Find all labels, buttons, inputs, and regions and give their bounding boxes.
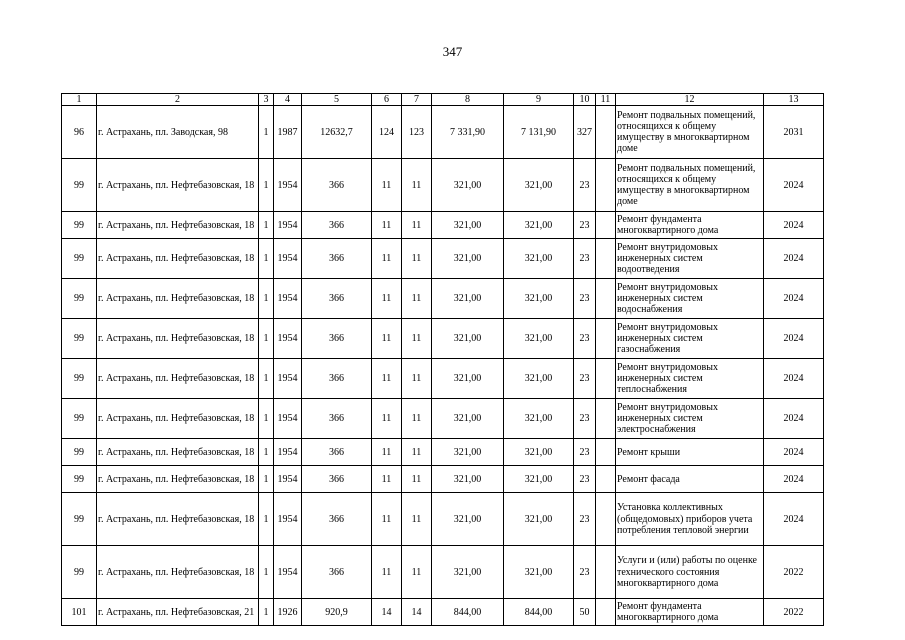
building-count-cell: 1 <box>259 399 274 439</box>
owned-area-cell: 321,00 <box>504 493 574 546</box>
empty-column-cell <box>596 359 616 399</box>
table-row <box>62 106 824 159</box>
table-row <box>62 212 824 239</box>
empty-column-cell <box>596 466 616 493</box>
residents-count-cell: 11 <box>402 239 432 279</box>
residents-count-cell: 14 <box>402 599 432 626</box>
owned-area-cell: 321,00 <box>504 239 574 279</box>
capital-repair-table <box>61 93 824 626</box>
column-header: 10 <box>574 94 596 106</box>
address-cell: г. Астрахань, пл. Нефтебазовская, 18 <box>97 466 259 493</box>
population-cell: 23 <box>574 212 596 239</box>
column-header: 6 <box>372 94 402 106</box>
apartments-count-cell: 11 <box>372 399 402 439</box>
column-header: 1 <box>62 94 97 106</box>
apartments-count-cell: 11 <box>372 239 402 279</box>
work-type-cell: Установка коллективных (общедомовых) приборов учета потребления тепловой энергии <box>616 493 764 546</box>
residents-count-cell: 11 <box>402 399 432 439</box>
work-type-cell: Ремонт внутридомовых инженерных систем газоснабжения <box>616 319 764 359</box>
address-cell: г. Астрахань, пл. Нефтебазовская, 18 <box>97 159 259 212</box>
row-number-cell: 99 <box>62 239 97 279</box>
building-count-cell: 1 <box>259 359 274 399</box>
table-row <box>62 359 824 399</box>
owned-area-cell: 321,00 <box>504 319 574 359</box>
residential-area-cell: 321,00 <box>432 159 504 212</box>
column-header: 8 <box>432 94 504 106</box>
residential-area-cell: 321,00 <box>432 399 504 439</box>
planned-year-cell: 2024 <box>764 319 824 359</box>
empty-column-cell <box>596 279 616 319</box>
column-header: 7 <box>402 94 432 106</box>
empty-column-cell <box>596 439 616 466</box>
year-built-cell: 1987 <box>274 106 302 159</box>
building-count-cell: 1 <box>259 466 274 493</box>
row-number-cell: 99 <box>62 212 97 239</box>
apartments-count-cell: 11 <box>372 493 402 546</box>
year-built-cell: 1954 <box>274 493 302 546</box>
address-cell: г. Астрахань, пл. Нефтебазовская, 18 <box>97 399 259 439</box>
row-number-cell: 99 <box>62 359 97 399</box>
total-area-cell: 920,9 <box>302 599 372 626</box>
residential-area-cell: 321,00 <box>432 279 504 319</box>
column-header: 13 <box>764 94 824 106</box>
work-type-cell: Ремонт фасада <box>616 466 764 493</box>
residential-area-cell: 321,00 <box>432 319 504 359</box>
table-row <box>62 599 824 626</box>
address-cell: г. Астрахань, пл. Нефтебазовская, 21 <box>97 599 259 626</box>
page-number: 347 <box>442 44 463 59</box>
column-header: 2 <box>97 94 259 106</box>
planned-year-cell: 2024 <box>764 359 824 399</box>
residents-count-cell: 11 <box>402 159 432 212</box>
residential-area-cell: 321,00 <box>432 359 504 399</box>
residents-count-cell: 11 <box>402 439 432 466</box>
year-built-cell: 1954 <box>274 159 302 212</box>
planned-year-cell: 2024 <box>764 466 824 493</box>
owned-area-cell: 321,00 <box>504 159 574 212</box>
total-area-cell: 366 <box>302 399 372 439</box>
table-row <box>62 159 824 212</box>
empty-column-cell <box>596 546 616 599</box>
building-count-cell: 1 <box>259 239 274 279</box>
row-number-cell: 99 <box>62 466 97 493</box>
year-built-cell: 1954 <box>274 319 302 359</box>
year-built-cell: 1954 <box>274 546 302 599</box>
work-type-cell: Ремонт внутридомовых инженерных систем теплоснабжения <box>616 359 764 399</box>
address-cell: г. Астрахань, пл. Заводская, 98 <box>97 106 259 159</box>
table-row <box>62 439 824 466</box>
apartments-count-cell: 14 <box>372 599 402 626</box>
owned-area-cell: 321,00 <box>504 466 574 493</box>
population-cell: 23 <box>574 546 596 599</box>
total-area-cell: 366 <box>302 359 372 399</box>
apartments-count-cell: 11 <box>372 359 402 399</box>
total-area-cell: 366 <box>302 239 372 279</box>
apartments-count-cell: 11 <box>372 466 402 493</box>
column-header: 3 <box>259 94 274 106</box>
population-cell: 50 <box>574 599 596 626</box>
work-type-cell: Ремонт фундамента многоквартирного дома <box>616 599 764 626</box>
apartments-count-cell: 11 <box>372 546 402 599</box>
year-built-cell: 1954 <box>274 212 302 239</box>
row-number-cell: 99 <box>62 319 97 359</box>
table-row <box>62 239 824 279</box>
row-number-cell: 99 <box>62 399 97 439</box>
year-built-cell: 1954 <box>274 399 302 439</box>
work-type-cell: Ремонт подвальных помещений, относящихся к общему имуществу в многоквартирном доме <box>616 106 764 159</box>
building-count-cell: 1 <box>259 159 274 212</box>
population-cell: 23 <box>574 493 596 546</box>
residential-area-cell: 321,00 <box>432 439 504 466</box>
address-cell: г. Астрахань, пл. Нефтебазовская, 18 <box>97 439 259 466</box>
residential-area-cell: 321,00 <box>432 212 504 239</box>
address-cell: г. Астрахань, пл. Нефтебазовская, 18 <box>97 239 259 279</box>
owned-area-cell: 7 131,90 <box>504 106 574 159</box>
population-cell: 23 <box>574 279 596 319</box>
table-row <box>62 319 824 359</box>
total-area-cell: 366 <box>302 319 372 359</box>
work-type-cell: Ремонт внутридомовых инженерных систем водоотведения <box>616 239 764 279</box>
row-number-cell: 99 <box>62 279 97 319</box>
work-type-cell: Ремонт подвальных помещений, относящихся к общему имуществу в многоквартирном доме <box>616 159 764 212</box>
table-row <box>62 399 824 439</box>
residential-area-cell: 7 331,90 <box>432 106 504 159</box>
planned-year-cell: 2024 <box>764 439 824 466</box>
table-header-row <box>62 94 824 106</box>
building-count-cell: 1 <box>259 212 274 239</box>
residential-area-cell: 844,00 <box>432 599 504 626</box>
population-cell: 23 <box>574 239 596 279</box>
planned-year-cell: 2024 <box>764 159 824 212</box>
building-count-cell: 1 <box>259 439 274 466</box>
building-count-cell: 1 <box>259 106 274 159</box>
year-built-cell: 1954 <box>274 239 302 279</box>
residents-count-cell: 11 <box>402 319 432 359</box>
column-header: 11 <box>596 94 616 106</box>
work-type-cell: Ремонт внутридомовых инженерных систем электроснабжения <box>616 399 764 439</box>
total-area-cell: 12632,7 <box>302 106 372 159</box>
residential-area-cell: 321,00 <box>432 239 504 279</box>
table-row <box>62 279 824 319</box>
apartments-count-cell: 124 <box>372 106 402 159</box>
address-cell: г. Астрахань, пл. Нефтебазовская, 18 <box>97 279 259 319</box>
apartments-count-cell: 11 <box>372 212 402 239</box>
empty-column-cell <box>596 319 616 359</box>
population-cell: 23 <box>574 319 596 359</box>
work-type-cell: Ремонт внутридомовых инженерных систем водоснабжения <box>616 279 764 319</box>
owned-area-cell: 321,00 <box>504 279 574 319</box>
population-cell: 23 <box>574 439 596 466</box>
residents-count-cell: 11 <box>402 466 432 493</box>
building-count-cell: 1 <box>259 599 274 626</box>
table-row <box>62 466 824 493</box>
address-cell: г. Астрахань, пл. Нефтебазовская, 18 <box>97 546 259 599</box>
total-area-cell: 366 <box>302 466 372 493</box>
year-built-cell: 1926 <box>274 599 302 626</box>
apartments-count-cell: 11 <box>372 319 402 359</box>
empty-column-cell <box>596 493 616 546</box>
owned-area-cell: 321,00 <box>504 359 574 399</box>
column-header: 5 <box>302 94 372 106</box>
address-cell: г. Астрахань, пл. Нефтебазовская, 18 <box>97 319 259 359</box>
residents-count-cell: 11 <box>402 359 432 399</box>
residential-area-cell: 321,00 <box>432 546 504 599</box>
year-built-cell: 1954 <box>274 359 302 399</box>
residential-area-cell: 321,00 <box>432 493 504 546</box>
residents-count-cell: 11 <box>402 212 432 239</box>
total-area-cell: 366 <box>302 493 372 546</box>
work-type-cell: Ремонт крыши <box>616 439 764 466</box>
total-area-cell: 366 <box>302 212 372 239</box>
owned-area-cell: 321,00 <box>504 439 574 466</box>
row-number-cell: 101 <box>62 599 97 626</box>
building-count-cell: 1 <box>259 546 274 599</box>
owned-area-cell: 321,00 <box>504 399 574 439</box>
empty-column-cell <box>596 599 616 626</box>
column-header: 12 <box>616 94 764 106</box>
building-count-cell: 1 <box>259 319 274 359</box>
planned-year-cell: 2024 <box>764 493 824 546</box>
apartments-count-cell: 11 <box>372 279 402 319</box>
table-row <box>62 546 824 599</box>
planned-year-cell: 2022 <box>764 546 824 599</box>
column-header: 4 <box>274 94 302 106</box>
planned-year-cell: 2022 <box>764 599 824 626</box>
owned-area-cell: 844,00 <box>504 599 574 626</box>
total-area-cell: 366 <box>302 546 372 599</box>
population-cell: 327 <box>574 106 596 159</box>
building-count-cell: 1 <box>259 493 274 546</box>
row-number-cell: 99 <box>62 493 97 546</box>
empty-column-cell <box>596 212 616 239</box>
work-type-cell: Услуги и (или) работы по оценке технического состояния многоквартирного дома <box>616 546 764 599</box>
planned-year-cell: 2024 <box>764 399 824 439</box>
population-cell: 23 <box>574 466 596 493</box>
year-built-cell: 1954 <box>274 439 302 466</box>
planned-year-cell: 2024 <box>764 239 824 279</box>
work-type-cell: Ремонт фундамента многоквартирного дома <box>616 212 764 239</box>
population-cell: 23 <box>574 359 596 399</box>
empty-column-cell <box>596 239 616 279</box>
population-cell: 23 <box>574 399 596 439</box>
empty-column-cell <box>596 159 616 212</box>
total-area-cell: 366 <box>302 159 372 212</box>
table-row <box>62 493 824 546</box>
residents-count-cell: 123 <box>402 106 432 159</box>
row-number-cell: 99 <box>62 546 97 599</box>
total-area-cell: 366 <box>302 279 372 319</box>
address-cell: г. Астрахань, пл. Нефтебазовская, 18 <box>97 212 259 239</box>
owned-area-cell: 321,00 <box>504 212 574 239</box>
row-number-cell: 99 <box>62 439 97 466</box>
year-built-cell: 1954 <box>274 466 302 493</box>
empty-column-cell <box>596 106 616 159</box>
address-cell: г. Астрахань, пл. Нефтебазовская, 18 <box>97 359 259 399</box>
apartments-count-cell: 11 <box>372 439 402 466</box>
planned-year-cell: 2031 <box>764 106 824 159</box>
empty-column-cell <box>596 399 616 439</box>
building-count-cell: 1 <box>259 279 274 319</box>
column-header: 9 <box>504 94 574 106</box>
residential-area-cell: 321,00 <box>432 466 504 493</box>
year-built-cell: 1954 <box>274 279 302 319</box>
total-area-cell: 366 <box>302 439 372 466</box>
row-number-cell: 99 <box>62 159 97 212</box>
owned-area-cell: 321,00 <box>504 546 574 599</box>
planned-year-cell: 2024 <box>764 212 824 239</box>
residents-count-cell: 11 <box>402 546 432 599</box>
planned-year-cell: 2024 <box>764 279 824 319</box>
residents-count-cell: 11 <box>402 279 432 319</box>
residents-count-cell: 11 <box>402 493 432 546</box>
population-cell: 23 <box>574 159 596 212</box>
address-cell: г. Астрахань, пл. Нефтебазовская, 18 <box>97 493 259 546</box>
apartments-count-cell: 11 <box>372 159 402 212</box>
row-number-cell: 96 <box>62 106 97 159</box>
